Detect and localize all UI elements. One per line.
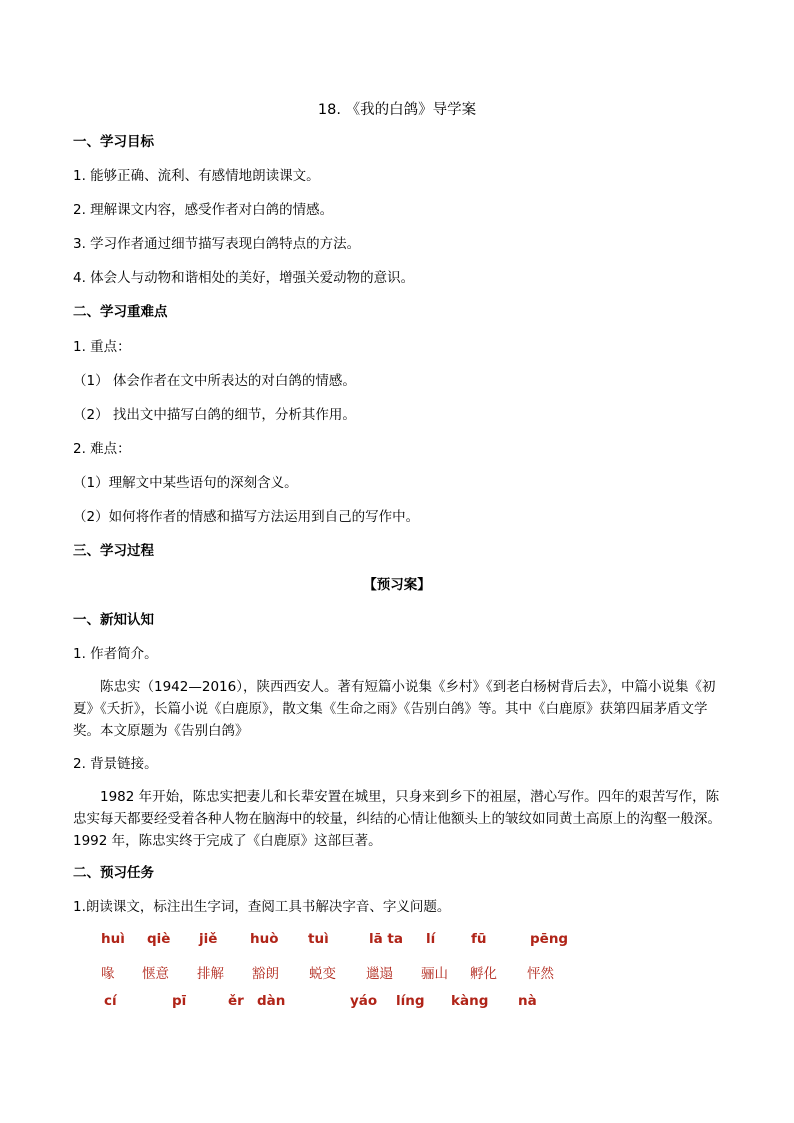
vocab-word: 邋遢 — [366, 966, 393, 982]
preview-title: 【预习案】 — [363, 577, 431, 593]
key-point-item: （2） 找出文中描写白鸽的细节，分析其作用。 — [73, 407, 356, 423]
pinyin-label: lí — [426, 931, 436, 947]
subheading-new-knowledge: 一、新知认知 — [73, 612, 154, 628]
pinyin-label: qiè — [147, 931, 171, 947]
pinyin-label: lā ta — [369, 931, 404, 947]
vocab-word: 蜕变 — [309, 966, 336, 982]
vocab-word: 孵化 — [470, 966, 497, 982]
page-title: 18. 《我的白鸽》导学案 — [317, 102, 477, 118]
pinyin-label: pī — [172, 993, 187, 1009]
difficulty-item: （1）理解文中某些语句的深刻含义。 — [73, 475, 298, 491]
section-heading-process: 三、学习过程 — [73, 543, 154, 559]
pinyin-label: kàng — [451, 993, 489, 1009]
section-heading-key-points: 二、学习重难点 — [73, 304, 168, 320]
goal-item: 1. 能够正确、流利、有感情地朗读课文。 — [73, 168, 320, 184]
pinyin-label: huì — [101, 931, 125, 947]
pinyin-label: dàn — [257, 993, 286, 1009]
pinyin-label: fū — [471, 931, 487, 947]
key-points-label: 1. 重点： — [73, 339, 131, 355]
key-point-item: （1） 体会作者在文中所表达的对白鸽的情感。 — [73, 373, 356, 389]
pinyin-label: ěr — [228, 993, 244, 1009]
goal-item: 2. 理解课文内容，感受作者对白鸽的情感。 — [73, 202, 334, 218]
pinyin-label: tuì — [308, 931, 329, 947]
pinyin-label: yáo — [350, 993, 378, 1009]
vocab-word: 骊山 — [421, 966, 448, 982]
section-heading-goals: 一、学习目标 — [73, 134, 154, 150]
task-item: 1.朗读课文，标注出生字词，查阅工具书解决字音、字义问题。 — [73, 899, 451, 915]
pinyin-label: huò — [250, 931, 279, 947]
difficulty-label: 2. 难点： — [73, 441, 131, 457]
goal-item: 3. 学习作者通过细节描写表现白鸽特点的方法。 — [73, 236, 361, 252]
vocab-word: 惬意 — [142, 966, 169, 982]
vocab-word: 豁朗 — [252, 966, 279, 982]
pinyin-label: jiě — [199, 931, 218, 947]
author-intro-text: 陈忠实（1942—2016），陕西西安人。著有短篇小说集《乡村》《到老白杨树背后去》，中篇小说集《初夏》《夭折》，长篇小说《白鹿原》，散文集《生命之雨》《告别白鸽》等。其中《白鹿原》获第四届茅盾文学奖。本文原题为《告别白鸽》 — [73, 679, 716, 739]
vocab-word: 排解 — [197, 966, 224, 982]
pinyin-label: nà — [518, 993, 537, 1009]
goal-item: 4. 体会人与动物和谐相处的美好，增强关爱动物的意识。 — [73, 270, 415, 286]
background-label: 2. 背景链接。 — [73, 756, 158, 772]
background-text: 1982 年开始，陈忠实把妻儿和长辈安置在城里，只身来到乡下的祖屋，潜心写作。四年的艰苦写作，陈忠实每天都要经受着各种人物在脑海中的较量，纠结的心情让他额头上的皱纹如同黄土高原上的沟壑一般深。1992 年，陈忠实终于完成了《白鹿原》这部巨著。 — [73, 789, 721, 849]
pinyin-label: pēng — [530, 931, 569, 947]
pinyin-label: cí — [104, 993, 117, 1009]
author-intro-label: 1. 作者简介。 — [73, 646, 158, 662]
difficulty-item: （2）如何将作者的情感和描写方法运用到自己的写作中。 — [73, 509, 420, 525]
vocab-word: 怦然 — [527, 966, 554, 982]
pinyin-label: líng — [396, 993, 425, 1009]
vocab-word: 喙 — [101, 966, 115, 982]
subheading-preview-tasks: 二、预习任务 — [73, 865, 154, 881]
